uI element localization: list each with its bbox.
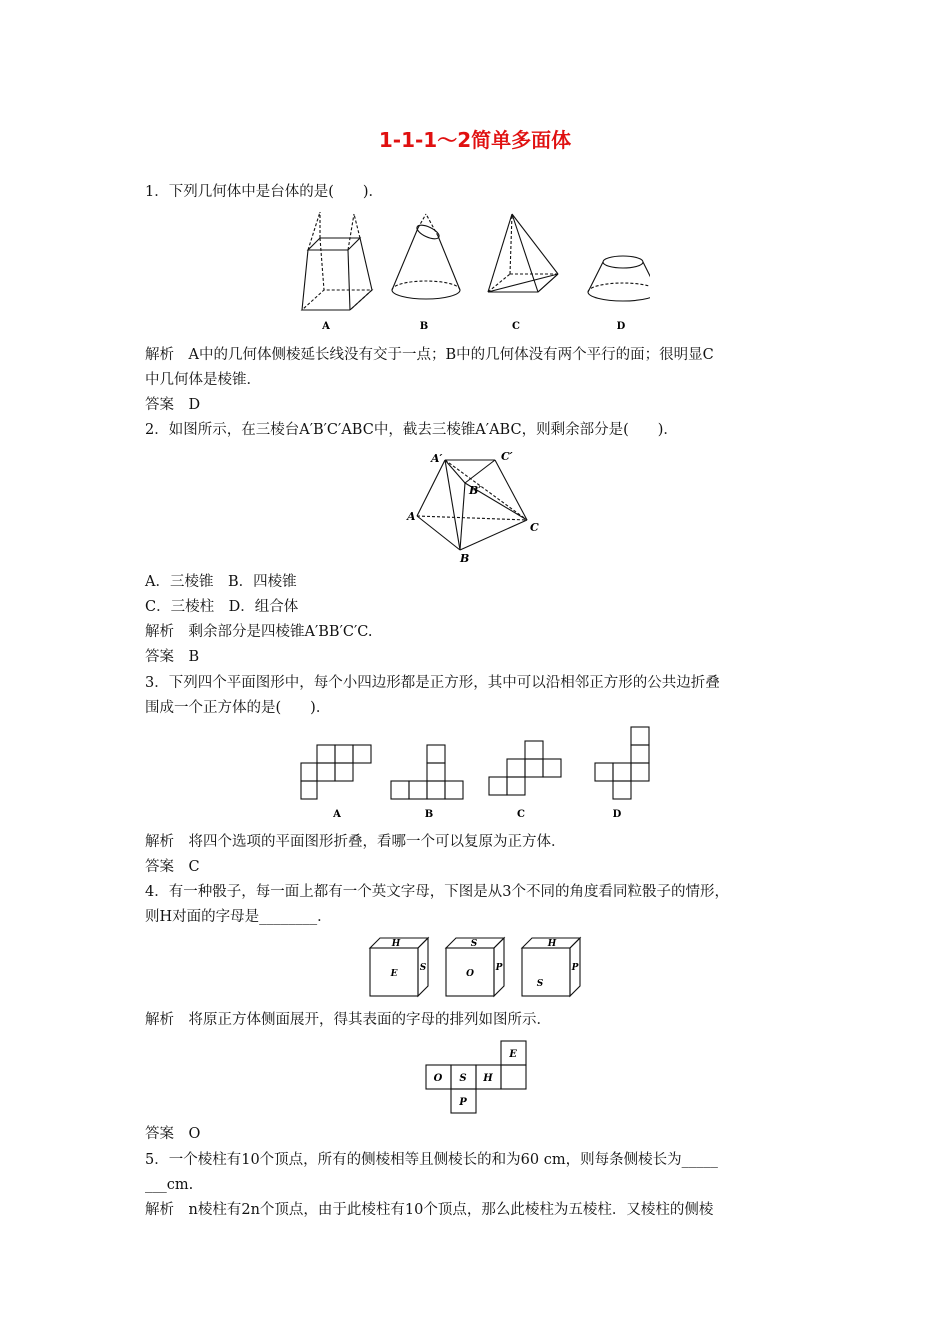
q4-stem-2: 则H对面的字母是________． xyxy=(145,909,332,925)
q2-stem: 2．如图所示，在三棱台A′B′C′ABC中，截去三棱锥A′ABC，则剩余部分是( )． xyxy=(145,422,678,438)
q3-analysis: 解析 将四个选项的平面图形折叠，看哪一个可以复原为正方体． xyxy=(145,834,566,850)
q2-label-b: B xyxy=(460,552,470,565)
q4-net-e: E xyxy=(509,1049,517,1060)
q2-figure xyxy=(405,448,550,566)
q4-net-o: O xyxy=(433,1073,443,1084)
q4-cube2-side: P xyxy=(495,963,503,973)
q1-label-d: D xyxy=(616,321,626,332)
q3-net-b xyxy=(391,745,463,799)
q1-answer: 答案 D xyxy=(145,397,201,413)
q4-cube2-top: S xyxy=(470,939,478,949)
q1-shape-c xyxy=(488,214,558,292)
q1-analysis-2: 中几何体是棱锥． xyxy=(145,372,261,388)
q1-stem: 1．下列几何体中是台体的是( )． xyxy=(145,184,384,200)
q1-shape-a xyxy=(302,212,372,310)
q1-figure xyxy=(290,206,650,336)
q3-net-d xyxy=(595,727,649,799)
q2-label-b1: B′ xyxy=(469,484,482,497)
q1-shape-d xyxy=(588,256,650,301)
q4-answer: 答案 O xyxy=(145,1126,201,1142)
q1-analysis-1: 解析 A中的几何体侧棱延长线没有交于一点；B中的几何体没有两个平行的面；很明显C xyxy=(145,347,714,363)
q4-cube1-top: H xyxy=(391,939,401,949)
q3-label-c: C xyxy=(517,809,525,820)
q3-label-a: A xyxy=(333,809,341,820)
q3-stem-2: 围成一个正方体的是( )． xyxy=(145,700,331,716)
q1-label-c: C xyxy=(512,321,520,332)
q2-label-a: A xyxy=(407,510,416,523)
q3-answer: 答案 C xyxy=(145,859,200,875)
q3-stem-1: 3．下列四个平面图形中，每个小四边形都是正方形，其中可以沿相邻正方形的公共边折叠 xyxy=(145,675,720,691)
q4-net xyxy=(420,1036,530,1116)
q2-label-a1: A′ xyxy=(431,452,443,465)
q4-cube1-side: S xyxy=(419,963,427,973)
q3-figure xyxy=(295,725,665,825)
q5-stem-2: ___cm. xyxy=(145,1177,194,1193)
q3-net-c xyxy=(489,741,561,795)
q2-options-1: A．三棱锥 B．四棱锥 xyxy=(145,574,297,590)
q4-cube3-front: S xyxy=(536,979,544,989)
q4-cube2-front: O xyxy=(466,969,474,979)
q4-net-h: H xyxy=(483,1073,493,1084)
q1-label-b: B xyxy=(419,321,429,332)
q5-analysis: 解析 n棱柱有2n个顶点，由于此棱柱有10个顶点，那么此棱柱为五棱柱．又棱柱的侧棱 xyxy=(145,1202,714,1218)
q2-label-c1: C′ xyxy=(501,450,513,463)
q4-cubes xyxy=(360,932,590,1000)
q4-cube3-top: H xyxy=(547,939,557,949)
q4-cube1-front: E xyxy=(390,969,398,979)
q4-stem-1: 4．有一种骰子，每一面上都有一个英文字母，下图是从3个不同的角度看同粒骰子的情形， xyxy=(145,884,729,900)
q4-net-s: S xyxy=(459,1073,467,1084)
q2-answer: 答案 B xyxy=(145,649,200,665)
q4-cube3-side: P xyxy=(571,963,579,973)
q3-label-b: B xyxy=(424,809,434,820)
q1-label-a: A xyxy=(322,321,330,332)
q4-analysis: 解析 将原正方体侧面展开，得其表面的字母的排列如图所示． xyxy=(145,1012,551,1028)
q3-label-d: D xyxy=(612,809,622,820)
q5-stem-1: 5．一个棱柱有10个顶点，所有的侧棱相等且侧棱长的和为60 cm，则每条侧棱长为_____ xyxy=(145,1152,718,1168)
q2-options-2: C．三棱柱 D．组合体 xyxy=(145,599,299,615)
q2-analysis: 解析 剩余部分是四棱锥A′BB′C′C. xyxy=(145,624,373,640)
q3-net-a xyxy=(301,745,371,799)
q2-label-c: C xyxy=(530,521,539,534)
q1-shape-b xyxy=(392,214,460,299)
q4-net-p: P xyxy=(459,1097,467,1108)
page-title: 1-1-1～2简单多面体 xyxy=(378,128,572,152)
